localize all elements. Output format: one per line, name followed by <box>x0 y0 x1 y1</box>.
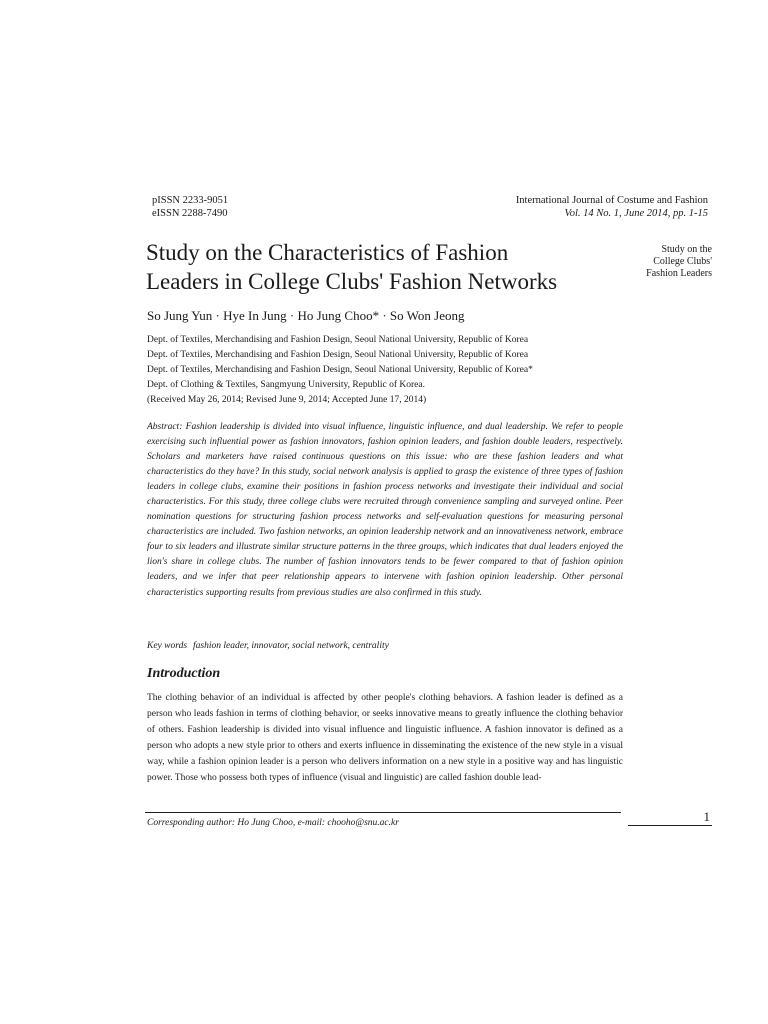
keywords-values: fashion leader, innovator, social network, centrality <box>193 641 389 651</box>
running-head-line-3: Fashion Leaders <box>646 268 712 279</box>
issn-block <box>152 195 228 220</box>
section-heading-introduction: Introduction <box>147 666 221 681</box>
corresponding-author-note: Corresponding author: Ho Jung Choo, e-mail: chooho@snu.ac.kr <box>147 818 399 828</box>
eissn: eISSN 2288-7490 <box>152 207 228 219</box>
keywords-label: Key words <box>147 641 188 651</box>
affiliation: Dept. of Textiles, Merchandising and Fashion Design, Seoul National University, Republic of Korea* <box>147 365 533 375</box>
affiliation: Dept. of Textiles, Merchandising and Fashion Design, Seoul National University, Republic of Korea <box>147 335 529 345</box>
running-head-line-1: Study on the <box>661 244 712 255</box>
affiliation: Dept. of Clothing & Textiles, Sangmyung University, Republic of Korea. <box>147 380 425 390</box>
title-line-2: Leaders in College Clubs' Fashion Networks <box>146 269 558 294</box>
abstract-text: Fashion leadership is divided into visual influence, linguistic influence, and dual leadership. We refer to people exercising such influential power as fashion innovators, fashion opinion leaders, and fashion double leaders, respectively. Scholars and marketers have raised continuous questions on this issue: who are these fashion leaders and what characteristics do they have? In this study, social network analysis is applied to grasp the existence of three types of fashion leaders in college clubs, examine their positions in fashion process networks and investigate their individual and social characteristics. For this study, three college clubs were recruited through convenience sampling and surveyed online. Peer nomination questions for structuring fashion process networks and self-evaluation questions for measuring personal characteristics are included. Two fashion networks, an opinion leadership network and an innovativeness network, embrace four to six leaders and illustrate similar structure patterns in the three groups, which indicates that dual leaders enjoyed the lion's share in college clubs. The number of fashion innovators tends to be fewer compared to that of fashion opinion leaders, and we infer that peer relationship appears to intervene with fashion opinion leadership. Other personal characteristics supporting results from previous studies are also confirmed in this study. <box>147 422 624 598</box>
keywords <box>147 640 389 652</box>
pissn: pISSN 2233-9051 <box>152 195 229 206</box>
volume-info: Vol. 14 No. 1, June 2014, pp. 1-15 <box>564 207 708 219</box>
page-number-rule <box>628 825 712 826</box>
footnote-divider <box>145 812 621 813</box>
affiliations <box>147 333 627 408</box>
page-number: 1 <box>703 809 710 824</box>
journal-name: International Journal of Costume and Fashion <box>515 195 708 206</box>
abstract: Abstract: Fashion leadership is divided into visual influence, linguistic influence, and dual leadership. We refer to people exercising such influential power as fashion innovators, fashion opinion leaders, and fashion double leaders, respectively. Scholars and marketers have raised continuous questions on this issue: who are these fashion leaders and what characteristics do they have? In this study, social network analysis is applied to grasp the existence of three types of fashion leaders in college clubs, examine their positions in fashion process networks and investigate their individual and social characteristics. For this study, three college clubs were recruited through convenience sampling and surveyed online. Peer nomination questions for structuring fashion process networks and self-evaluation questions for measuring personal characteristics are included. Two fashion networks, an opinion leadership network and an innovativeness network, embrace four to six leaders and illustrate similar structure patterns in the three groups, which indicates that dual leaders enjoyed the lion's share in college clubs. The number of fashion innovators tends to be fewer compared to that of fashion opinion leaders, and we infer that peer relationship appears to intervene with fashion opinion leadership. Other personal characteristics supporting results from previous studies are also confirmed in this study. <box>147 422 624 598</box>
journal-citation <box>516 195 708 220</box>
running-head <box>602 244 712 280</box>
author-list: So Jung Yun · Hye In Jung · Ho Jung Choo* · So Won Jeong <box>147 308 465 323</box>
paper-title <box>146 238 616 296</box>
running-head-line-2: College Clubs' <box>653 256 712 267</box>
abstract-label: Abstract <box>147 422 180 432</box>
affiliation: Dept. of Textiles, Merchandising and Fashion Design, Seoul National University, Republic of Korea <box>147 350 529 360</box>
title-line-1: Study on the Characteristics of Fashion <box>146 240 509 265</box>
introduction-paragraph: The clothing behavior of an individual is affected by other people's clothing behaviors. A fashion leader is defined as a person who leads fashion in terms of clothing behavior, or seeks innovative means to greatly influence the clothing behavior of others. Fashion leadership is divided into visual influence and linguistic influence. A fashion innovator is defined as a person who adopts a new style prior to others and exerts influence in disseminating the existence of the new style in a visual way, while a fashion opinion leader is a person who delivers information on a new style in a positive way and has linguistic power. Those who possess both types of influence (visual and linguistic) are called fashion double lead- <box>147 693 623 784</box>
received-dates: (Received May 26, 2014; Revised June 9, 2014; Accepted June 17, 2014) <box>147 395 427 405</box>
